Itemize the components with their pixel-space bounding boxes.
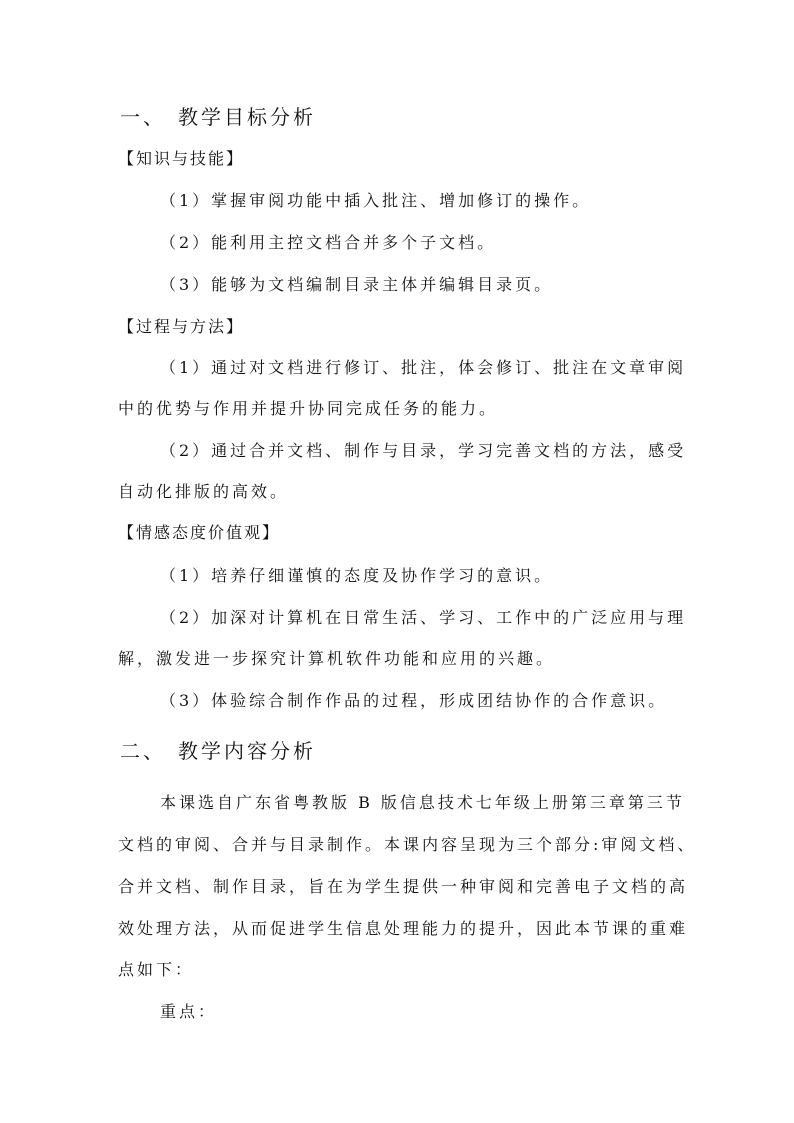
section-title-process: 【过程与方法】: [118, 317, 245, 336]
paragraph: （2）加深对计算机在日常生活、学习、工作中的广泛应用与理: [160, 608, 687, 627]
paragraph: （1）通过对文档进行修订、批注，体会修订、批注在文章审阅: [160, 358, 687, 377]
paragraph: （3）体验综合制作作品的过程，形成团结协作的合作意识。: [160, 691, 668, 710]
section-title-knowledge: 【知识与技能】: [118, 149, 245, 168]
paragraph: （2）通过合并文档、制作与目录，学习完善文档的方法，感受: [160, 441, 687, 460]
paragraph: 解，激发进一步探究计算机软件功能和应用的兴趣。: [118, 649, 556, 668]
heading-number: 一、: [120, 105, 166, 129]
heading-text: 教学内容分析: [178, 739, 316, 763]
paragraph: 文档的审阅、合并与目录制作。本课内容呈现为三个部分:审阅文档、: [118, 835, 697, 854]
paragraph: 效处理方法，从而促进学生信息处理能力的提升，因此本节课的重难: [118, 919, 689, 938]
key-point-label: 重点：: [160, 1002, 218, 1021]
paragraph: （2）能利用主控文档合并多个子文档。: [160, 233, 497, 252]
paragraph: 点如下：: [118, 960, 195, 979]
heading-number: 二、: [120, 739, 166, 763]
heading-content-analysis: [120, 740, 316, 762]
paragraph: 本课选自广东省粤教版 B 版信息技术七年级上册第三章第三节: [160, 793, 685, 812]
paragraph: （1）掌握审阅功能中插入批注、增加修订的操作。: [160, 191, 592, 210]
paragraph: 自动化排版的高效。: [118, 482, 290, 501]
section-title-emotion: 【情感态度价值观】: [118, 523, 281, 542]
heading-text: 教学目标分析: [178, 105, 316, 129]
heading-teaching-objectives: [120, 106, 316, 128]
paragraph: 中的优势与作用并提升协同完成任务的能力。: [118, 399, 499, 418]
paragraph: 合并文档、制作目录，旨在为学生提供一种审阅和完善电子文档的高: [118, 877, 689, 896]
paragraph: （3）能够为文档编制目录主体并编辑目录页。: [160, 275, 554, 294]
paragraph: （1）培养仔细谨慎的态度及协作学习的意识。: [160, 566, 554, 585]
